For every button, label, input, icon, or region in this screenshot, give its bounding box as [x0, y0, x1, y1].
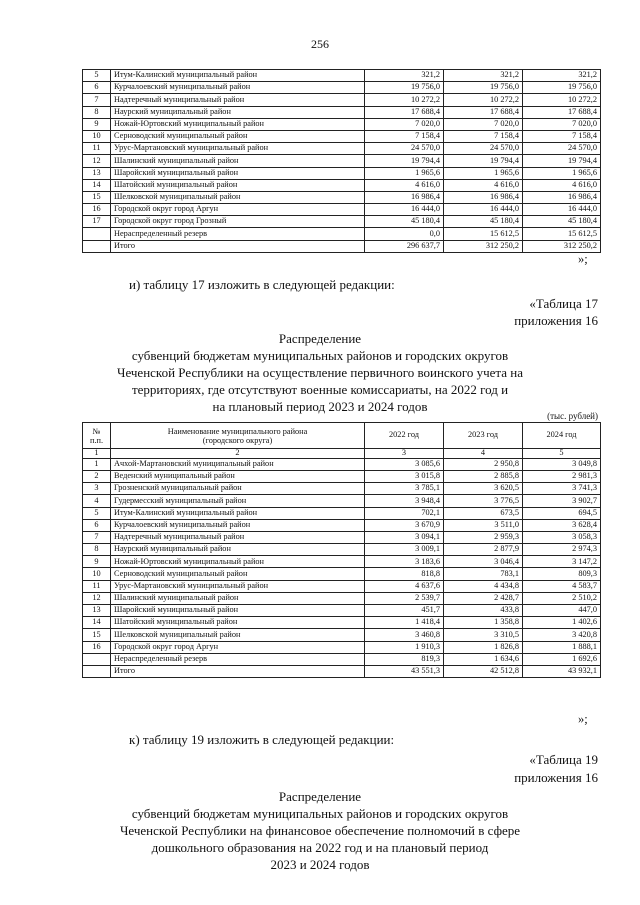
- row-number: 13: [83, 167, 111, 179]
- header-name: [111, 423, 365, 449]
- district-name: Шелковской муниципальный район: [111, 629, 365, 641]
- district-name: Веденский муниципальный район: [111, 470, 365, 482]
- value-2022: 3 085,6: [365, 458, 444, 470]
- value-2023: 3 776,5: [444, 495, 523, 507]
- table-row: [83, 605, 601, 617]
- table-row: [83, 240, 601, 252]
- table-row: [83, 143, 601, 155]
- value-2024: 43 932,1: [523, 665, 601, 677]
- value-2023: 2 428,7: [444, 592, 523, 604]
- district-name: Наурский муниципальный район: [111, 106, 365, 118]
- table-row: [83, 556, 601, 568]
- value-2024: 4 616,0: [523, 179, 601, 191]
- value-2022: 296 637,7: [365, 240, 444, 252]
- district-name: Серноводский муниципальный район: [111, 568, 365, 580]
- row-number: 15: [83, 629, 111, 641]
- table-row: [83, 204, 601, 216]
- table-17-title-line2: субвенций бюджетам муниципальных районов и городских округов: [131, 348, 509, 363]
- header-2024: 2024 год: [523, 423, 601, 449]
- value-2023: 1 826,8: [444, 641, 523, 653]
- value-2022: 3 009,1: [365, 544, 444, 556]
- value-2023: 19 756,0: [444, 82, 523, 94]
- district-name: Урус-Мартановский муниципальный район: [111, 143, 365, 155]
- value-2023: 673,5: [444, 507, 523, 519]
- value-2023: 3 046,4: [444, 556, 523, 568]
- value-2023: 2 877,9: [444, 544, 523, 556]
- table-row: [83, 70, 601, 82]
- value-2024: 3 420,8: [523, 629, 601, 641]
- row-number: 6: [83, 519, 111, 531]
- table-17-title-line5: на плановый период 2023 и 2024 годов: [212, 399, 428, 414]
- value-2024: 3 049,8: [523, 458, 601, 470]
- table-row: [83, 216, 601, 228]
- table-row: [83, 470, 601, 482]
- column-number-5: 5: [523, 449, 601, 459]
- value-2024: 3 628,4: [523, 519, 601, 531]
- row-number: 12: [83, 155, 111, 167]
- district-name: Курчалоевский муниципальный район: [111, 82, 365, 94]
- district-name: Ачхой-Мартановский муниципальный район: [111, 458, 365, 470]
- district-name: Итум-Калинский муниципальный район: [111, 507, 365, 519]
- table-19-title-line2: субвенций бюджетам муниципальных районов и городских округов: [131, 806, 509, 821]
- value-2022: 0,0: [365, 228, 444, 240]
- table-row: [83, 483, 601, 495]
- table-19-title-line4: дошкольного образования на 2022 год и на плановый период: [151, 840, 489, 855]
- district-name: Надтеречный муниципальный район: [111, 94, 365, 106]
- value-2023: 24 570,0: [444, 143, 523, 155]
- value-2022: 45 180,4: [365, 216, 444, 228]
- district-name: Итого: [111, 240, 365, 252]
- value-2022: 819,3: [365, 653, 444, 665]
- table-row: [83, 106, 601, 118]
- value-2022: 4 616,0: [365, 179, 444, 191]
- table-17-column-numbers-row: [83, 449, 601, 459]
- value-2024: 447,0: [523, 605, 601, 617]
- value-2022: 1 965,6: [365, 167, 444, 179]
- row-number: 15: [83, 191, 111, 203]
- table-17-title-line3: Чеченской Республики на осуществление первичного воинского учета на: [117, 365, 523, 380]
- value-2023: 2 950,8: [444, 458, 523, 470]
- table-row: [83, 82, 601, 94]
- value-2024: 321,2: [523, 70, 601, 82]
- district-name: Ножай-Юртовский муниципальный район: [111, 556, 365, 568]
- row-number: 14: [83, 617, 111, 629]
- value-2024: 15 612,5: [523, 228, 601, 240]
- row-number: 11: [83, 580, 111, 592]
- table-row: [83, 568, 601, 580]
- value-2024: 1 965,6: [523, 167, 601, 179]
- value-2024: 1 888,1: [523, 641, 601, 653]
- district-name: Урус-Мартановский муниципальный район: [111, 580, 365, 592]
- table-row: [83, 519, 601, 531]
- paragraph-k: к) таблицу 19 изложить в следующей редакции:: [129, 732, 395, 747]
- value-2022: 3 015,8: [365, 470, 444, 482]
- row-number: 16: [83, 641, 111, 653]
- district-name: Городской округ город Грозный: [111, 216, 365, 228]
- header-number-line2: п.п.: [89, 435, 104, 445]
- value-2022: 451,7: [365, 605, 444, 617]
- row-number: 11: [83, 143, 111, 155]
- district-name: Шаройский муниципальный район: [111, 167, 365, 179]
- value-2024: 16 444,0: [523, 204, 601, 216]
- value-2022: 818,8: [365, 568, 444, 580]
- value-2024: 19 756,0: [523, 82, 601, 94]
- value-2023: 1 358,8: [444, 617, 523, 629]
- value-2023: 16 986,4: [444, 191, 523, 203]
- row-number: 3: [83, 483, 111, 495]
- table-row: [83, 155, 601, 167]
- value-2022: 10 272,2: [365, 94, 444, 106]
- row-number: 9: [83, 118, 111, 130]
- row-number: 1: [83, 458, 111, 470]
- column-number-4: 4: [444, 449, 523, 459]
- value-2024: 2 974,3: [523, 544, 601, 556]
- table-row: [83, 130, 601, 142]
- table-17-body: [83, 458, 601, 677]
- value-2024: 7 020,0: [523, 118, 601, 130]
- district-name: Шатойский муниципальный район: [111, 617, 365, 629]
- value-2024: 2 510,2: [523, 592, 601, 604]
- table-row: [83, 531, 601, 543]
- table-17-reference-line1: «Таблица 17: [529, 296, 598, 311]
- value-2023: 45 180,4: [444, 216, 523, 228]
- value-2023: 312 250,2: [444, 240, 523, 252]
- row-number: [83, 653, 111, 665]
- column-number-1: 1: [83, 449, 111, 459]
- table-row: [83, 665, 601, 677]
- row-number: 12: [83, 592, 111, 604]
- value-2022: 3 183,6: [365, 556, 444, 568]
- district-name: Городской округ город Аргун: [111, 204, 365, 216]
- table-19-title-line5: 2023 и 2024 годов: [270, 857, 370, 872]
- value-2024: 24 570,0: [523, 143, 601, 155]
- value-2024: 19 794,4: [523, 155, 601, 167]
- value-2023: 17 688,4: [444, 106, 523, 118]
- value-2024: 3 741,3: [523, 483, 601, 495]
- value-2022: 3 948,4: [365, 495, 444, 507]
- value-2022: 3 460,8: [365, 629, 444, 641]
- district-name: Ножай-Юртовский муниципальный район: [111, 118, 365, 130]
- district-name: Итого: [111, 665, 365, 677]
- value-2023: 321,2: [444, 70, 523, 82]
- row-number: 16: [83, 204, 111, 216]
- value-2022: 43 551,3: [365, 665, 444, 677]
- table-19-reference-line1: «Таблица 19: [529, 752, 598, 767]
- table-17-title-line1: Распределение: [278, 331, 362, 346]
- row-number: 13: [83, 605, 111, 617]
- table-row: [83, 179, 601, 191]
- row-number: 2: [83, 470, 111, 482]
- table-row: [83, 495, 601, 507]
- value-2024: 3 058,3: [523, 531, 601, 543]
- value-2022: 16 986,4: [365, 191, 444, 203]
- value-2024: 1 692,6: [523, 653, 601, 665]
- value-2024: 10 272,2: [523, 94, 601, 106]
- value-2023: 1 634,6: [444, 653, 523, 665]
- table-17-units: (тыс. рублей): [547, 411, 598, 421]
- row-number: 9: [83, 556, 111, 568]
- value-2023: 19 794,4: [444, 155, 523, 167]
- paragraph-i: и) таблицу 17 изложить в следующей редакции:: [129, 277, 395, 292]
- table-row: [83, 167, 601, 179]
- value-2022: 19 794,4: [365, 155, 444, 167]
- value-2024: 2 981,3: [523, 470, 601, 482]
- table-row: [83, 507, 601, 519]
- value-2023: 2 885,8: [444, 470, 523, 482]
- value-2023: 3 310,5: [444, 629, 523, 641]
- row-number: 5: [83, 507, 111, 519]
- value-2024: 16 986,4: [523, 191, 601, 203]
- row-number: 10: [83, 568, 111, 580]
- value-2022: 2 539,7: [365, 592, 444, 604]
- district-name: Курчалоевский муниципальный район: [111, 519, 365, 531]
- value-2023: 783,1: [444, 568, 523, 580]
- value-2022: 3 094,1: [365, 531, 444, 543]
- district-name: Нераспределенный резерв: [111, 228, 365, 240]
- value-2023: 2 959,3: [444, 531, 523, 543]
- value-2023: 1 965,6: [444, 167, 523, 179]
- value-2024: 312 250,2: [523, 240, 601, 252]
- value-2023: 7 158,4: [444, 130, 523, 142]
- table-row: [83, 544, 601, 556]
- value-2023: 3 511,0: [444, 519, 523, 531]
- table-16-body: [83, 70, 601, 253]
- value-2022: 19 756,0: [365, 82, 444, 94]
- value-2024: 45 180,4: [523, 216, 601, 228]
- header-number: [83, 423, 111, 449]
- row-number: 4: [83, 495, 111, 507]
- district-name: Шатойский муниципальный район: [111, 179, 365, 191]
- district-name: Шалинский муниципальный район: [111, 155, 365, 167]
- value-2024: 1 402,6: [523, 617, 601, 629]
- table-17: [82, 422, 601, 678]
- district-name: Шелковской муниципальный район: [111, 191, 365, 203]
- table-16-continuation: [82, 69, 601, 253]
- row-number: 8: [83, 544, 111, 556]
- value-2024: 4 583,7: [523, 580, 601, 592]
- value-2022: 24 570,0: [365, 143, 444, 155]
- district-name: Шалинский муниципальный район: [111, 592, 365, 604]
- district-name: Итум-Калинский муниципальный район: [111, 70, 365, 82]
- table-row: [83, 458, 601, 470]
- row-number: 5: [83, 70, 111, 82]
- header-name-line2: (городского округа): [202, 435, 273, 445]
- value-2022: 3 670,9: [365, 519, 444, 531]
- value-2023: 433,8: [444, 605, 523, 617]
- value-2023: 15 612,5: [444, 228, 523, 240]
- table-row: [83, 191, 601, 203]
- value-2023: 4 616,0: [444, 179, 523, 191]
- row-number: 17: [83, 216, 111, 228]
- table-row: [83, 617, 601, 629]
- value-2024: 7 158,4: [523, 130, 601, 142]
- value-2023: 42 512,8: [444, 665, 523, 677]
- table-19-title-line3: Чеченской Республики на финансовое обеспечение полномочий в сфере: [119, 823, 521, 838]
- column-number-3: 3: [365, 449, 444, 459]
- value-2023: 10 272,2: [444, 94, 523, 106]
- table-17-closing-quote: »;: [578, 712, 588, 726]
- value-2023: 3 620,5: [444, 483, 523, 495]
- value-2024: 17 688,4: [523, 106, 601, 118]
- table-row: [83, 118, 601, 130]
- district-name: Гудермесский муниципальный район: [111, 495, 365, 507]
- header-name-line1: Наименование муниципального района: [167, 426, 308, 436]
- page-number: 256: [311, 37, 329, 51]
- table-row: [83, 580, 601, 592]
- header-2023: 2023 год: [444, 423, 523, 449]
- header-2022: 2022 год: [365, 423, 444, 449]
- row-number: 6: [83, 82, 111, 94]
- table-19-title-line1: Распределение: [278, 789, 362, 804]
- district-name: Нераспределенный резерв: [111, 653, 365, 665]
- district-name: Наурский муниципальный район: [111, 544, 365, 556]
- value-2022: 702,1: [365, 507, 444, 519]
- row-number: 14: [83, 179, 111, 191]
- row-number: 7: [83, 531, 111, 543]
- value-2022: 16 444,0: [365, 204, 444, 216]
- row-number: [83, 228, 111, 240]
- value-2022: 17 688,4: [365, 106, 444, 118]
- row-number: 10: [83, 130, 111, 142]
- value-2024: 809,3: [523, 568, 601, 580]
- value-2022: 7 020,0: [365, 118, 444, 130]
- value-2024: 3 147,2: [523, 556, 601, 568]
- table-19-reference-line2: приложения 16: [514, 770, 598, 785]
- value-2024: 694,5: [523, 507, 601, 519]
- value-2022: 1 910,3: [365, 641, 444, 653]
- row-number: 7: [83, 94, 111, 106]
- district-name: Серноводский муниципальный район: [111, 130, 365, 142]
- table-17-reference-line2: приложения 16: [514, 313, 598, 328]
- value-2022: 1 418,4: [365, 617, 444, 629]
- table-row: [83, 641, 601, 653]
- value-2023: 16 444,0: [444, 204, 523, 216]
- value-2022: 4 637,6: [365, 580, 444, 592]
- district-name: Грозненский муниципальный район: [111, 483, 365, 495]
- value-2022: 3 785,1: [365, 483, 444, 495]
- row-number: [83, 665, 111, 677]
- district-name: Городской округ город Аргун: [111, 641, 365, 653]
- table-row: [83, 592, 601, 604]
- value-2023: 4 434,8: [444, 580, 523, 592]
- table-17-header-row: [83, 423, 601, 449]
- table-row: [83, 629, 601, 641]
- table-row: [83, 94, 601, 106]
- table-16-closing-quote: »;: [578, 252, 588, 266]
- value-2023: 7 020,0: [444, 118, 523, 130]
- value-2022: 7 158,4: [365, 130, 444, 142]
- header-number-line1: №: [92, 426, 101, 436]
- district-name: Надтеречный муниципальный район: [111, 531, 365, 543]
- row-number: [83, 240, 111, 252]
- table-row: [83, 653, 601, 665]
- district-name: Шаройский муниципальный район: [111, 605, 365, 617]
- column-number-2: 2: [111, 449, 365, 459]
- row-number: 8: [83, 106, 111, 118]
- table-row: [83, 228, 601, 240]
- table-17-title-line4: территориях, где отсутствуют военные комиссариаты, на 2022 год и: [131, 382, 509, 397]
- value-2022: 321,2: [365, 70, 444, 82]
- value-2024: 3 902,7: [523, 495, 601, 507]
